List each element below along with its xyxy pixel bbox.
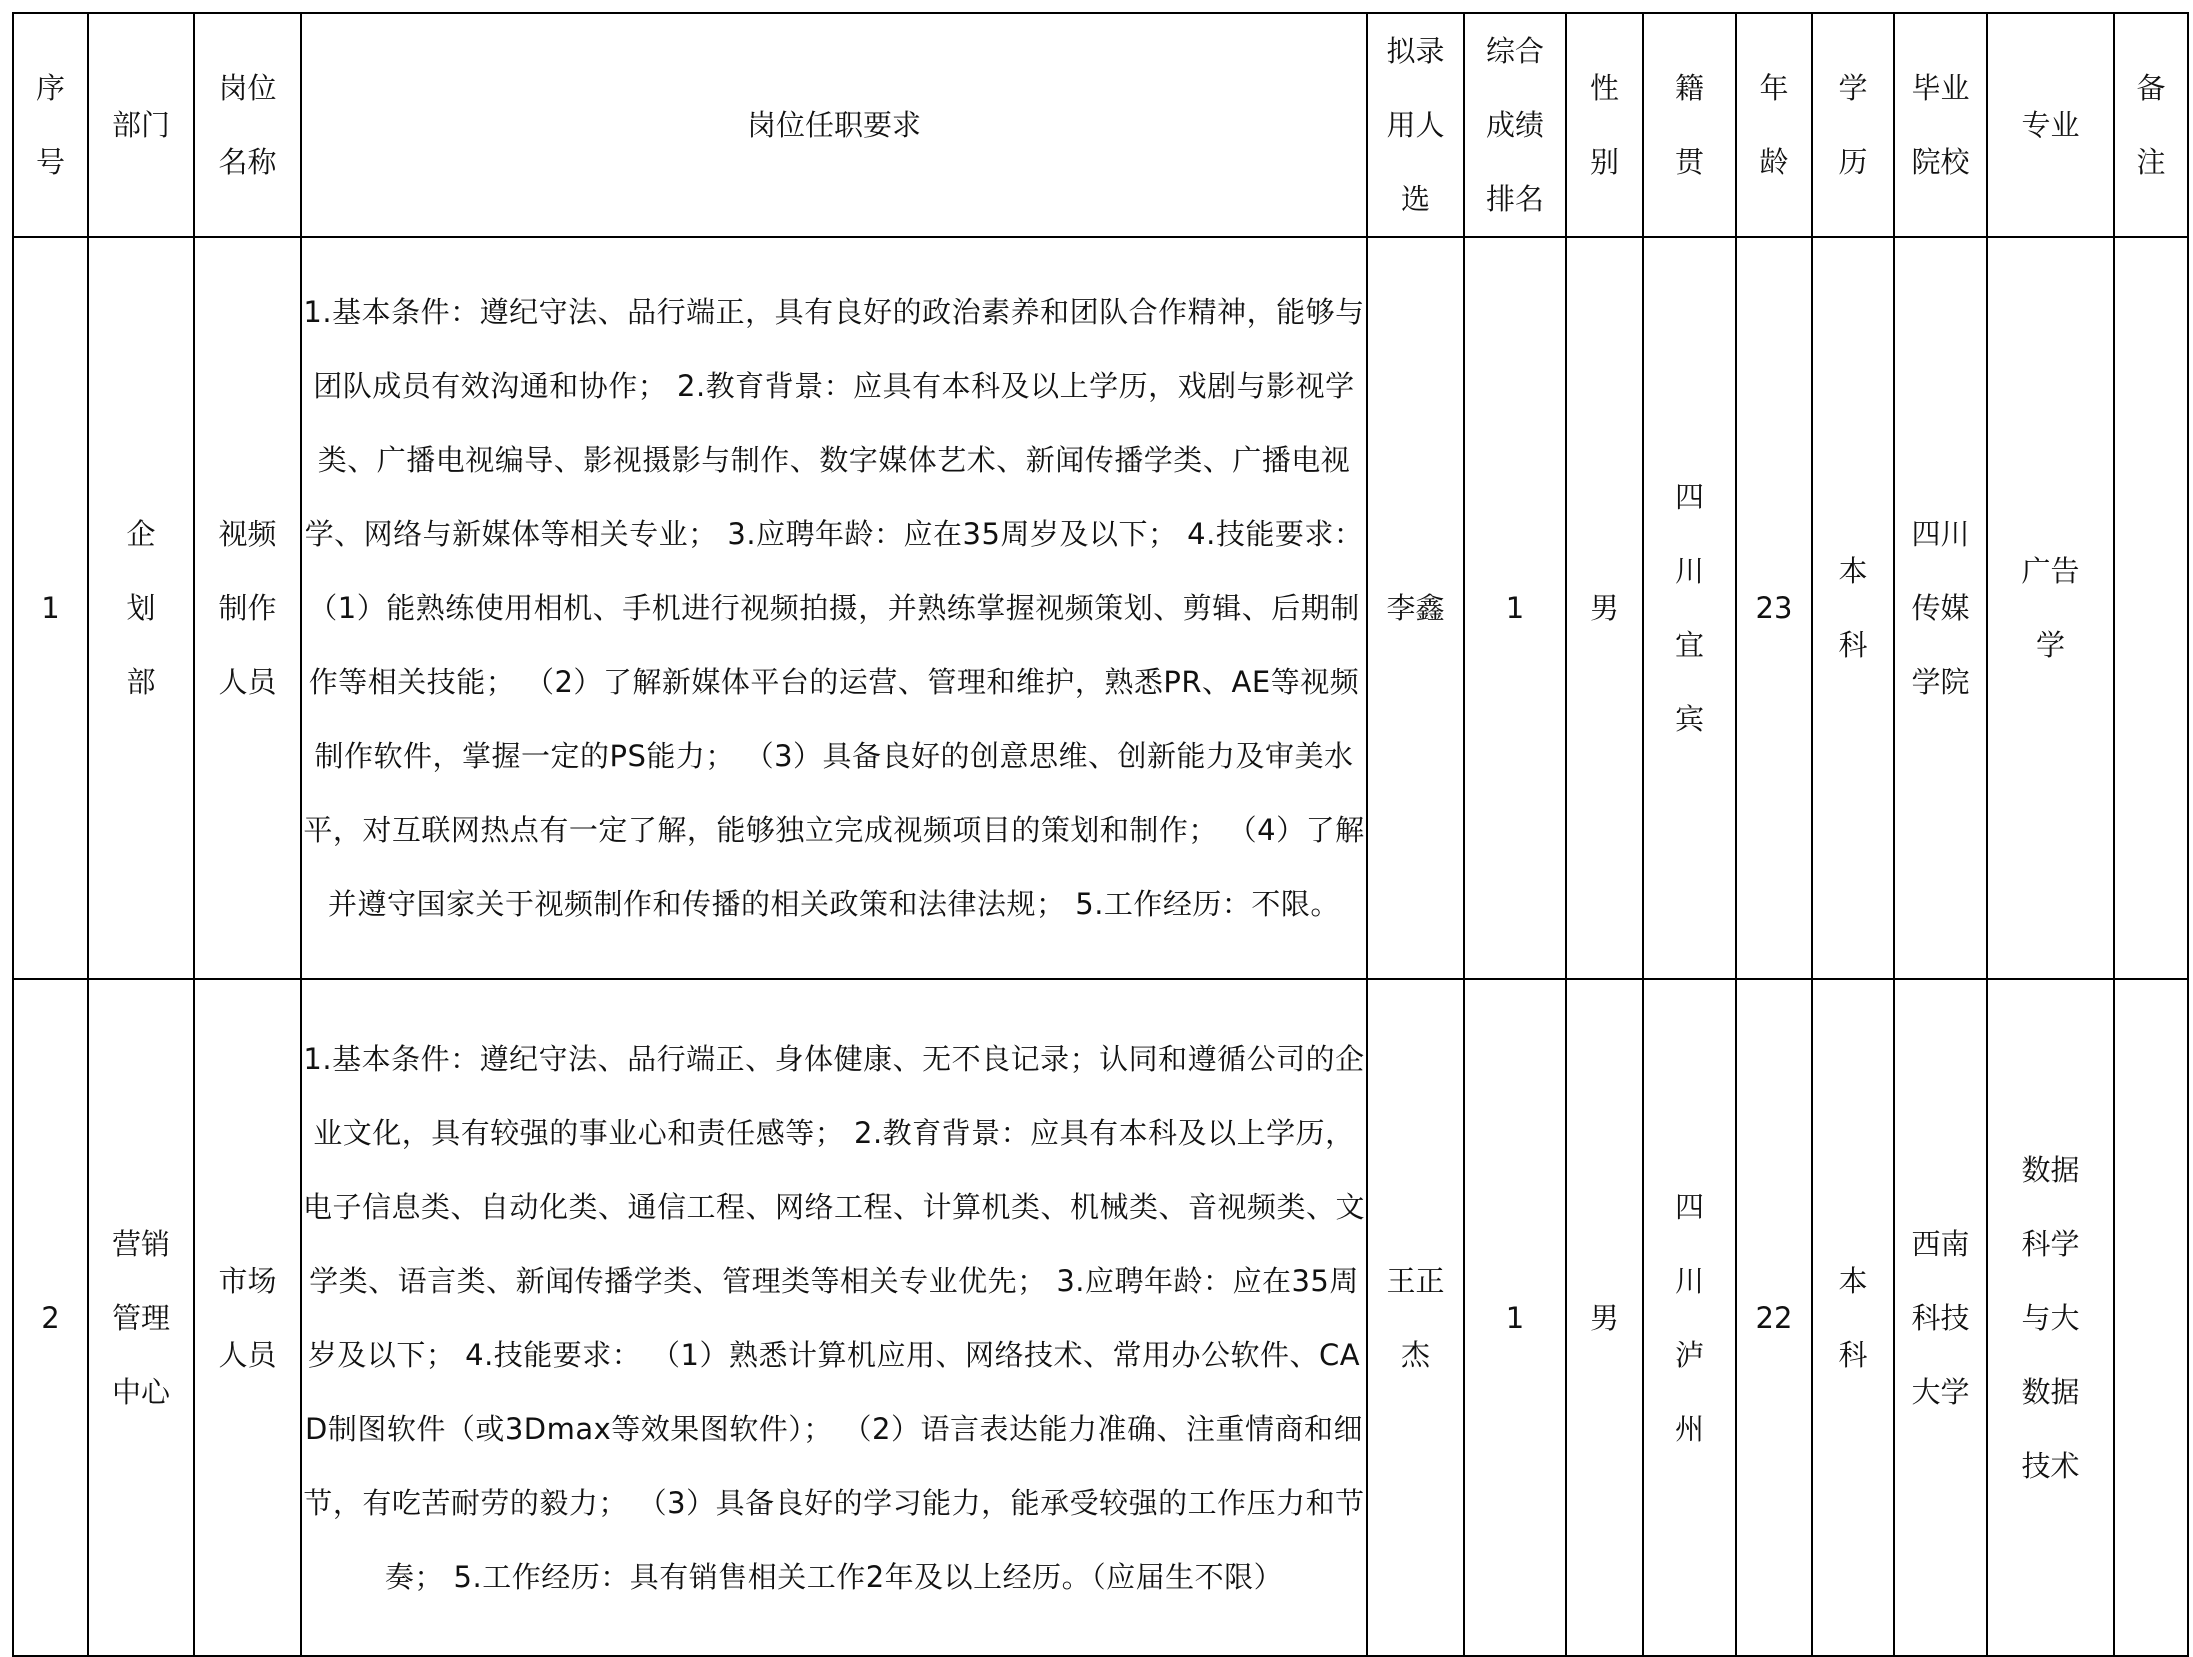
header-note: 备注 [2114, 13, 2188, 237]
header-origin: 籍贯 [1643, 13, 1736, 237]
cell-age: 22 [1736, 979, 1812, 1656]
cell-education: 本科 [1812, 979, 1894, 1656]
cell-note [2114, 979, 2188, 1656]
cell-candidate: 王正杰 [1367, 979, 1464, 1656]
cell-gender: 男 [1566, 237, 1643, 979]
cell-dept: 营销管理中心 [88, 979, 194, 1656]
cell-school: 四川传媒学院 [1894, 237, 1987, 979]
header-index: 序号 [13, 13, 88, 237]
table-header-row [13, 13, 2188, 237]
header-gender: 性别 [1566, 13, 1643, 237]
cell-candidate: 李鑫 [1367, 237, 1464, 979]
cell-index: 1 [13, 237, 88, 979]
cell-origin: 四川泸州 [1643, 979, 1736, 1656]
cell-major: 数据科学与大数据技术 [1987, 979, 2114, 1656]
cell-dept: 企划部 [88, 237, 194, 979]
cell-note [2114, 237, 2188, 979]
cell-requirements: 1.基本条件：遵纪守法、品行端正，具有良好的政治素养和团队合作精神，能够与团队成员有效沟通和协作； 2.教育背景：应具有本科及以上学历，戏剧与影视学类、广播电视编导、影视摄影与制作、数字媒体艺术、新闻传播学类、广播电视学、网络与新媒体等相关专业； 3.应聘年龄：应在35周岁及以下； 4.技能要求： （1）能熟练使用相机、手机进行视频拍摄，并熟练掌握视频策划、剪辑、后期制作等相关技能； （2）了解新媒体平台的运营、管理和维护，熟悉PR、AE等视频制作软件，掌握一定的PS能力； （3）具备良好的创意思维、创新能力及审美水平，对互联网热点有一定了解，能够独立完成视频项目的策划和制作； （4）了解并遵守国家关于视频制作和传播的相关政策和法律法规； 5.工作经历：不限。 [301, 237, 1367, 979]
table-row [13, 237, 2188, 979]
header-age: 年龄 [1736, 13, 1812, 237]
cell-origin: 四川宜宾 [1643, 237, 1736, 979]
cell-gender: 男 [1566, 979, 1643, 1656]
cell-position: 视频制作人员 [194, 237, 301, 979]
cell-major: 广告学 [1987, 237, 2114, 979]
cell-education: 本科 [1812, 237, 1894, 979]
recruitment-table [12, 12, 2189, 1657]
cell-rank: 1 [1464, 979, 1566, 1656]
cell-rank: 1 [1464, 237, 1566, 979]
cell-age: 23 [1736, 237, 1812, 979]
header-major: 专业 [1987, 13, 2114, 237]
header-position: 岗位名称 [194, 13, 301, 237]
cell-requirements: 1.基本条件：遵纪守法、品行端正、身体健康、无不良记录；认同和遵循公司的企业文化，具有较强的事业心和责任感等； 2.教育背景：应具有本科及以上学历，电子信息类、自动化类、通信工程、网络工程、计算机类、机械类、音视频类、文学类、语言类、新闻传播学类、管理类等相关专业优先； 3.应聘年龄：应在35周岁及以下； 4.技能要求： （1）熟悉计算机应用、网络技术、常用办公软件、CAD制图软件（或3Dmax等效果图软件）； （2）语言表达能力准确、注重情商和细节，有吃苦耐劳的毅力； （3）具备良好的学习能力，能承受较强的工作压力和节奏； 5.工作经历：具有销售相关工作2年及以上经历。（应届生不限） [301, 979, 1367, 1656]
cell-school: 西南科技大学 [1894, 979, 1987, 1656]
header-school: 毕业院校 [1894, 13, 1987, 237]
header-candidate: 拟录用人选 [1367, 13, 1464, 237]
header-dept: 部门 [88, 13, 194, 237]
header-rank: 综合成绩排名 [1464, 13, 1566, 237]
header-requirements: 岗位任职要求 [301, 13, 1367, 237]
cell-position: 市场人员 [194, 979, 301, 1656]
table-row [13, 979, 2188, 1656]
header-education: 学历 [1812, 13, 1894, 237]
cell-index: 2 [13, 979, 88, 1656]
